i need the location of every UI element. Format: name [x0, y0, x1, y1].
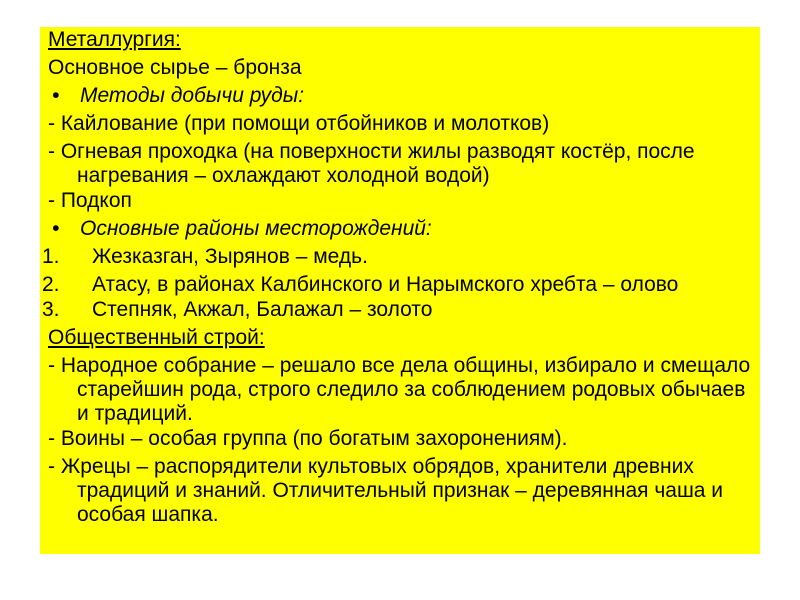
- bullet-mining-methods-text: Методы добычи руды:: [80, 84, 305, 107]
- bullet-marker: •: [52, 84, 60, 107]
- bullet-deposit-regions-text: Основные районы месторождений:: [80, 217, 432, 240]
- list-number: 3.: [42, 298, 60, 321]
- deposit-item-text: Степняк, Акжал, Балажал – золото: [92, 298, 433, 321]
- bullet-mining-methods: [48, 84, 760, 108]
- list-number: 2.: [42, 273, 60, 296]
- slide-text-body: [42, 28, 760, 531]
- raw-material-line: Основное сырье – бронза: [48, 56, 302, 79]
- social-item-warriors: - Воины – особая группа (по богатым захоронениям).: [48, 427, 568, 450]
- deposit-item-text: Атасу, в районах Калбинского и Нарымского хребта – олово: [92, 273, 679, 296]
- list-number: 1.: [42, 245, 60, 268]
- bullet-marker: •: [52, 217, 60, 240]
- social-item-priests: - Жрецы – распорядители культовых обрядов, хранители древних традиций и знаний. Отличительный признак – деревянная чаша и особая шапка.: [48, 455, 724, 526]
- deposit-item-copper: [42, 245, 760, 269]
- deposit-item-tin: [42, 273, 760, 297]
- mining-item-fire-setting: - Огневая проходка (на поверхности жилы разводят костёр, после нагревания – охлаждают холодной водой): [48, 140, 695, 187]
- mining-item-undermining: - Подкоп: [48, 189, 132, 212]
- deposit-item-gold: [42, 298, 760, 322]
- deposit-item-text: Жезказган, Зырянов – медь.: [92, 245, 368, 268]
- social-item-assembly: - Народное собрание – решало все дела общины, избирало и смещало старейшин рода, строго следило за соблюдением родовых обычаев и традиций.: [48, 354, 751, 425]
- heading-metallurgy: Металлургия:: [48, 28, 181, 51]
- heading-social-structure: Общественный строй:: [48, 326, 265, 349]
- bullet-deposit-regions: [48, 217, 760, 241]
- mining-item-picking: - Кайлование (при помощи отбойников и молотков): [48, 112, 550, 135]
